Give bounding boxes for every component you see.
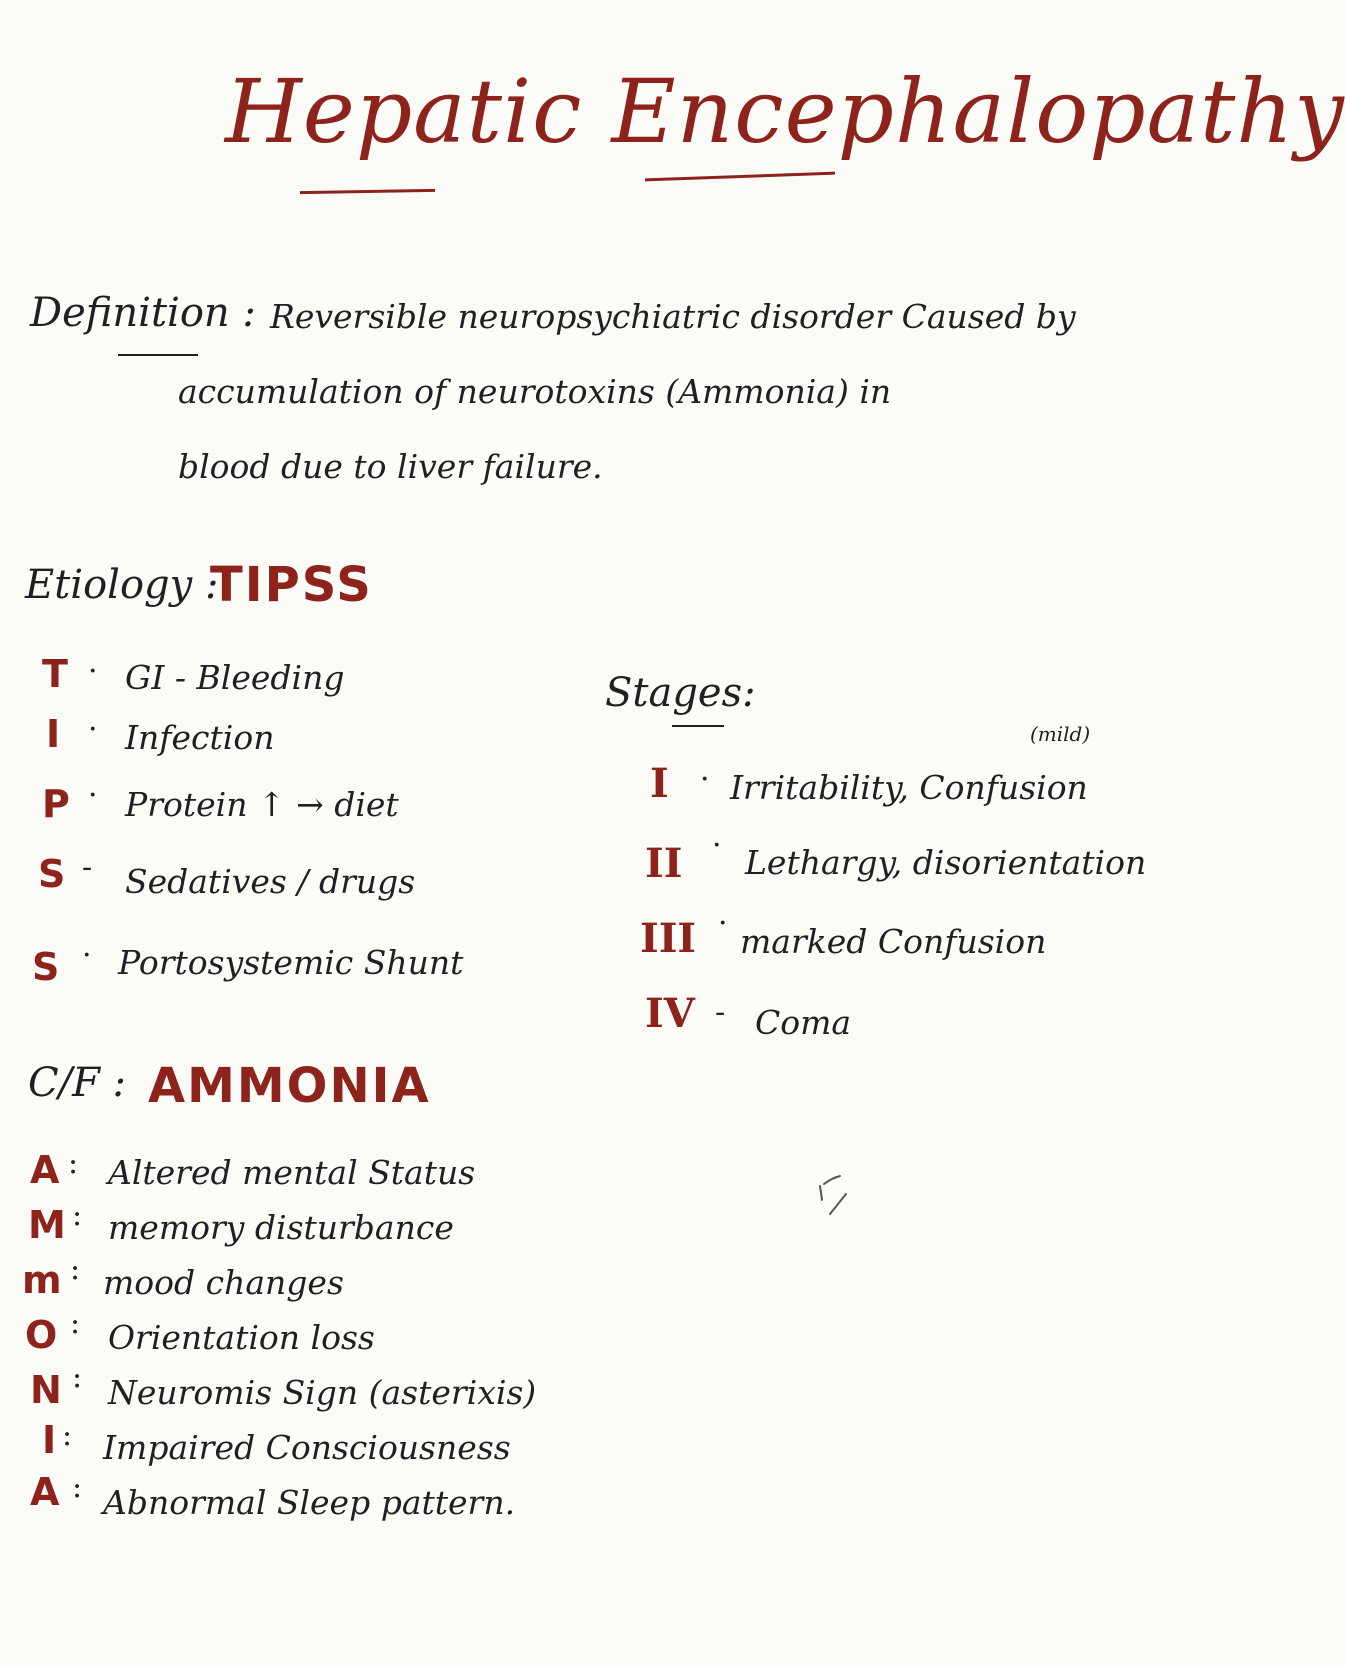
title-underline — [300, 189, 435, 194]
clinical-features-mnemonic: AMMONIA — [148, 1058, 431, 1114]
bullet-separator: : — [72, 1360, 83, 1395]
stage-description: Irritability, Confusion — [730, 768, 1088, 807]
bullet-separator: - — [82, 850, 93, 885]
definition-label-underline — [118, 354, 198, 356]
cf-item: Orientation loss — [108, 1318, 375, 1357]
cf-letter: A — [30, 1148, 60, 1192]
etiology-letter: I — [46, 712, 61, 756]
etiology-item: Protein ↑ → diet — [125, 785, 399, 824]
cf-letter: N — [30, 1368, 62, 1412]
bullet-separator: · — [718, 906, 728, 941]
stage-description: Lethargy, disorientation — [745, 843, 1147, 882]
stage-description: marked Confusion — [740, 922, 1047, 961]
page-title: Hepatic Encephalopathy — [225, 60, 1345, 163]
stage-numeral: II — [645, 840, 683, 887]
etiology-letter: P — [42, 782, 70, 826]
cf-letter: m — [22, 1258, 62, 1302]
bullet-separator: : — [68, 1146, 79, 1181]
stage-numeral: IV — [645, 990, 695, 1037]
cf-item: memory disturbance — [108, 1208, 454, 1247]
stage-numeral: I — [650, 760, 669, 807]
cf-item: Neuromis Sign (asterixis) — [108, 1373, 537, 1412]
etiology-label: Etiology : — [25, 562, 219, 608]
cf-letter: M — [28, 1203, 66, 1247]
cf-item: Impaired Consciousness — [103, 1428, 511, 1467]
clinical-features-label: C/F : — [28, 1060, 127, 1106]
cf-letter: A — [30, 1470, 60, 1514]
bullet-separator: : — [70, 1252, 81, 1287]
etiology-item: Sedatives / drugs — [125, 862, 416, 901]
definition-line: Reversible neuropsychiatric disorder Caused by — [270, 297, 1076, 336]
etiology-item: Infection — [125, 718, 275, 757]
bullet-separator: · — [700, 762, 710, 797]
etiology-letter: S — [38, 852, 66, 896]
etiology-letter: T — [42, 652, 68, 696]
stages-label: Stages: — [605, 670, 756, 716]
definition-line: blood due to liver failure. — [178, 447, 603, 486]
bullet-separator: · — [88, 712, 98, 747]
cf-letter: I — [42, 1418, 57, 1462]
stages-label-underline — [672, 725, 724, 727]
etiology-letter: S — [32, 945, 60, 989]
cf-item: mood changes — [103, 1263, 344, 1302]
definition-label: Definition : — [30, 290, 256, 336]
bullet-separator: : — [62, 1418, 73, 1453]
pen-scribble-mark — [812, 1170, 852, 1230]
etiology-item: Portosystemic Shunt — [118, 943, 464, 982]
bullet-separator: · — [88, 778, 98, 813]
bullet-separator: · — [88, 654, 98, 689]
etiology-mnemonic: TIPSS — [210, 557, 373, 613]
cf-item: Abnormal Sleep pattern. — [103, 1483, 516, 1522]
title-underline — [645, 172, 835, 182]
stage-description: Coma — [755, 1003, 852, 1042]
bullet-separator: : — [70, 1306, 81, 1341]
bullet-separator: · — [712, 828, 722, 863]
cf-letter: O — [25, 1313, 58, 1357]
bullet-separator: : — [72, 1470, 83, 1505]
bullet-separator: : — [72, 1198, 83, 1233]
etiology-item: GI - Bleeding — [125, 658, 345, 697]
cf-item: Altered mental Status — [108, 1153, 476, 1192]
definition-line: accumulation of neurotoxins (Ammonia) in — [178, 372, 892, 411]
stage-numeral: III — [640, 915, 697, 962]
bullet-separator: - — [715, 995, 726, 1030]
stage-mild-note: (mild) — [1030, 722, 1091, 746]
bullet-separator: · — [82, 938, 92, 973]
